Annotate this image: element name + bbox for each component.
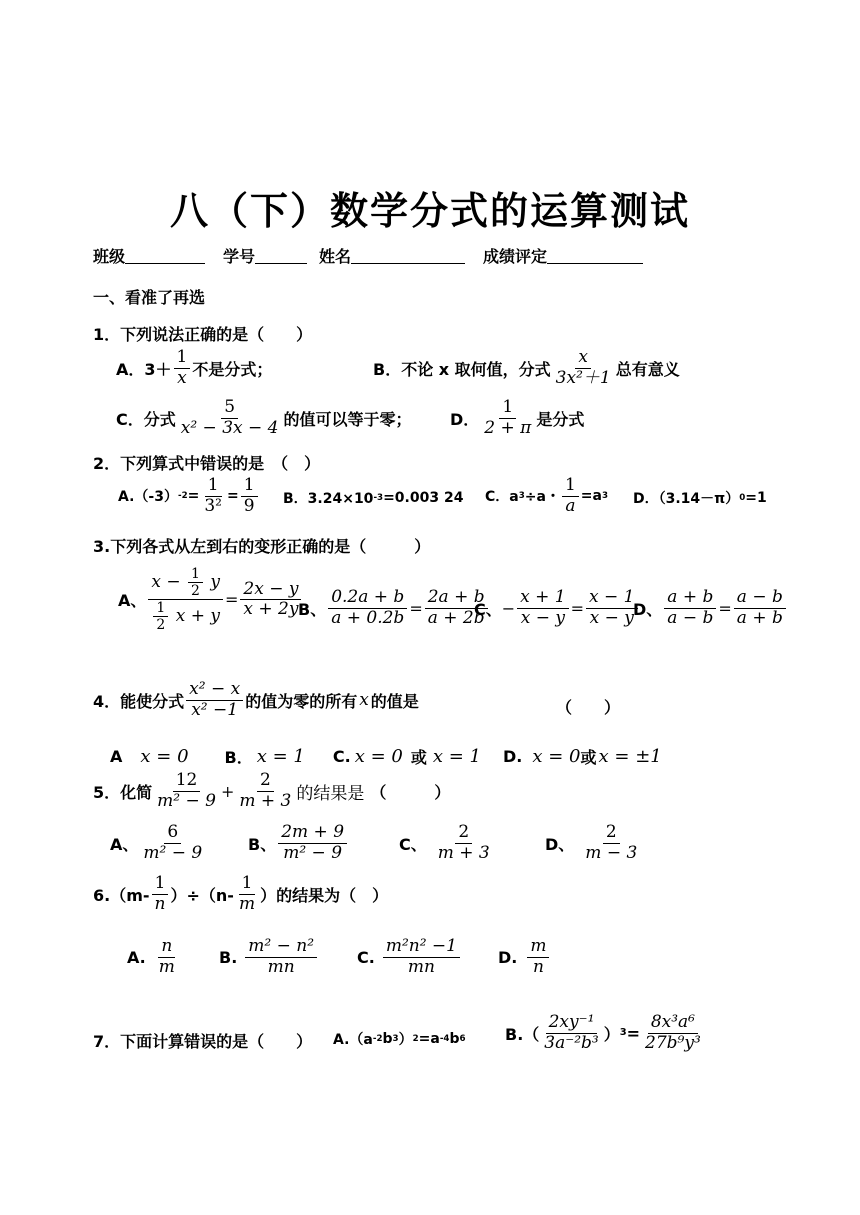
q4-option-b-label: B．: [224, 748, 253, 767]
q3-d-right-fraction: $\frac{a - b}{a + b}$: [734, 588, 786, 628]
q2-option-c: C．a 3 ÷a・ $\frac{1}{a}$ =a 3: [485, 475, 609, 516]
q5-d-fraction: $\frac{2}{m - 3}$: [585, 822, 638, 863]
class-label: 班级: [93, 247, 126, 266]
q7-b-right-fraction: $\frac{\text{8x³a⁶}}{\text{27b⁹y³}}$: [645, 1012, 701, 1053]
q1-b-fraction: $\frac{x}{\text{3x²＋1}}$: [555, 347, 611, 388]
q7-stem: 7．下面计算错误的是（ ）: [93, 1032, 313, 1051]
q3-stem: 3.下列各式从左到右的变形正确的是（ ）: [93, 537, 431, 556]
q6-a-fraction: $\frac{n}{m}$: [158, 936, 175, 977]
q4-stem: 4．能使分式 $\frac{\text{x² − x}}{\text{x² −1}}$ 的值为零的所有 x 的值是: [93, 679, 419, 720]
q3-option-a: A、 x − $\frac{1}{2}$ y $\frac{1}{2}$ x + y = $\frac{2x - y}{x + 2y}$: [118, 566, 303, 633]
q5-c-fraction: $\frac{2}{m + 3}$: [437, 822, 490, 863]
q5-fraction-1: $\frac{12}{\text{m² − 9}}$: [157, 770, 216, 811]
q6-b-fraction: $\frac{\text{m² − n²}}{mn}$: [245, 937, 317, 977]
q3-c-left-fraction: $\frac{x + 1}{x - y}$: [517, 588, 568, 628]
name-blank: [351, 247, 465, 264]
q2-stem: 2．下列算式中错误的是 （ ）: [93, 454, 321, 473]
q4-option-a-label: A: [110, 747, 123, 766]
q3-a-right-fraction: $\frac{2x - y}{x + 2y}$: [240, 580, 301, 620]
q5-fraction-2: $\frac{2}{m + 3}$: [239, 770, 292, 811]
section-heading: 一、看准了再选: [93, 288, 206, 307]
q7-option-a: A.（a -2 b 3 ） 2 =a -4 b 6: [333, 1031, 466, 1048]
q2-a-fraction-1: $\frac{1}{\text{3²}}$: [204, 475, 222, 516]
q5-option-d: D、 $\frac{2}{m - 3}$: [545, 823, 642, 863]
class-blank: [125, 247, 205, 264]
q4-option-b: x = 1: [256, 746, 305, 767]
q4-option-c-label: C.: [332, 747, 351, 766]
q1-c-fraction: $\frac{5}{\text{x² − 3x − 4}}$: [180, 397, 279, 438]
q1-option-c: C．分式 $\frac{5}{\text{x² − 3x − 4}}$ 的值可以等于零；: [116, 397, 412, 438]
q6-option-a: A. $\frac{n}{m}$: [127, 937, 180, 977]
q4-fraction: $\frac{\text{x² − x}}{\text{x² −1}}$: [186, 680, 243, 720]
q6-c-fraction: $\frac{\text{m²n² −1}}{mn}$: [383, 937, 460, 977]
grade-blank: [547, 247, 643, 264]
q5-a-fraction: $\frac{6}{\text{m² − 9}}$: [143, 822, 203, 863]
q2-option-a: A.（-3） -2 = $\frac{1}{\text{3²}}$ = $\frac{1}{9}$: [118, 476, 260, 516]
q6-stem: 6.（m- $\frac{1}{n}$ ）÷（n- $\frac{1}{m}$ ）的结果为（ ）: [93, 873, 389, 914]
q5-option-b: B、 $\frac{2m + 9}{\text{m² − 9}}$: [248, 823, 349, 863]
q2-a-fraction-2: $\frac{1}{9}$: [241, 476, 258, 516]
q1-d-fraction: $\frac{1}{2 + \pi}$: [484, 397, 532, 438]
q5-stem: 5．化简 $\frac{12}{\text{m² − 9}}$ + $\frac{2}{m + 3}$ 的结果是 （ ）: [93, 770, 451, 811]
q5-option-a: A、 $\frac{6}{\text{m² − 9}}$: [110, 823, 207, 863]
q6-fraction-2: $\frac{1}{m}$: [238, 873, 256, 914]
q4-option-a: x = 0: [140, 746, 189, 767]
q4-options: A x = 0 B． x = 1 C. x = 0 或 x = 1 D. x = 0 或 x = ±1: [110, 746, 662, 767]
student-info-line: [93, 244, 643, 267]
q2-c-fraction: $\frac{1}{a}$: [562, 476, 579, 516]
name-label: 姓名: [319, 247, 352, 266]
q1-option-b: B．不论 x 取何值，分式 $\frac{x}{\text{3x²＋1}}$ 总有意义: [373, 347, 680, 388]
q1-option-d: D． $\frac{1}{2 + \pi}$ 是分式: [450, 397, 585, 438]
q3-option-c: C、 − $\frac{x + 1}{x - y}$ = $\frac{x - 1}{x - y}$: [474, 588, 640, 628]
q2-option-b: B．3.24×10 -3 =0.003 24: [283, 490, 464, 507]
q3-b-right-fraction: $\frac{2a + b}{a + 2b}$: [425, 588, 488, 628]
q3-c-right-fraction: $\frac{x - 1}{x - y}$: [586, 588, 637, 628]
q1-a-fraction: $\frac{1}{x}$: [174, 348, 191, 388]
q3-d-left-fraction: $\frac{a + b}{a - b}$: [664, 588, 716, 628]
q5-option-c: C、 $\frac{2}{m + 3}$: [399, 823, 495, 863]
number-blank: [255, 247, 307, 264]
q1-option-a: A．3＋ $\frac{1}{x}$ 不是分式；: [116, 347, 273, 388]
q1-stem: 1．下列说法正确的是（ ）: [93, 325, 313, 344]
q3-b-left-fraction: $\frac{0.2a + b}{a + 0.2b}$: [328, 588, 407, 628]
q6-option-b: B. $\frac{\text{m² − n²}}{mn}$: [219, 937, 319, 977]
q4-option-d-label: D.: [503, 747, 523, 766]
q3-option-d: D、 $\frac{a + b}{a - b}$ = $\frac{a - b}{a + b}$: [633, 588, 788, 628]
q6-fraction-1: $\frac{1}{n}$: [152, 874, 169, 914]
q6-option-c: C. $\frac{\text{m²n² −1}}{mn}$: [357, 937, 462, 977]
page-title: 八（下）数学分式的运算测试: [169, 189, 690, 233]
q6-d-fraction: $\frac{m}{n}$: [527, 937, 549, 977]
q3-a-left-fraction: x − $\frac{1}{2}$ y $\frac{1}{2}$ x + y: [148, 566, 223, 633]
number-label: 学号: [223, 247, 256, 266]
q6-option-d: D. $\frac{m}{n}$: [498, 937, 551, 977]
q7-option-b: B.（ $\frac{\text{2xy⁻¹}}{\text{3a⁻²b³}}$ ） 3 = $\frac{\text{8x³a⁶}}{\text{27b⁹y³}}$: [505, 1013, 706, 1053]
q2-option-d: D．（3.14－π） 0 =1: [633, 490, 767, 507]
q4-answer-paren: （ ）: [556, 698, 621, 717]
q3-option-b: B、 $\frac{0.2a + b}{a + 0.2b}$ = $\frac{2a + b}{a + 2b}$: [298, 588, 490, 628]
grade-label: 成绩评定: [483, 247, 548, 266]
q7-b-left-fraction: $\frac{\text{2xy⁻¹}}{\text{3a⁻²b³}}$: [544, 1012, 599, 1053]
q5-b-fraction: $\frac{2m + 9}{\text{m² − 9}}$: [278, 823, 347, 863]
